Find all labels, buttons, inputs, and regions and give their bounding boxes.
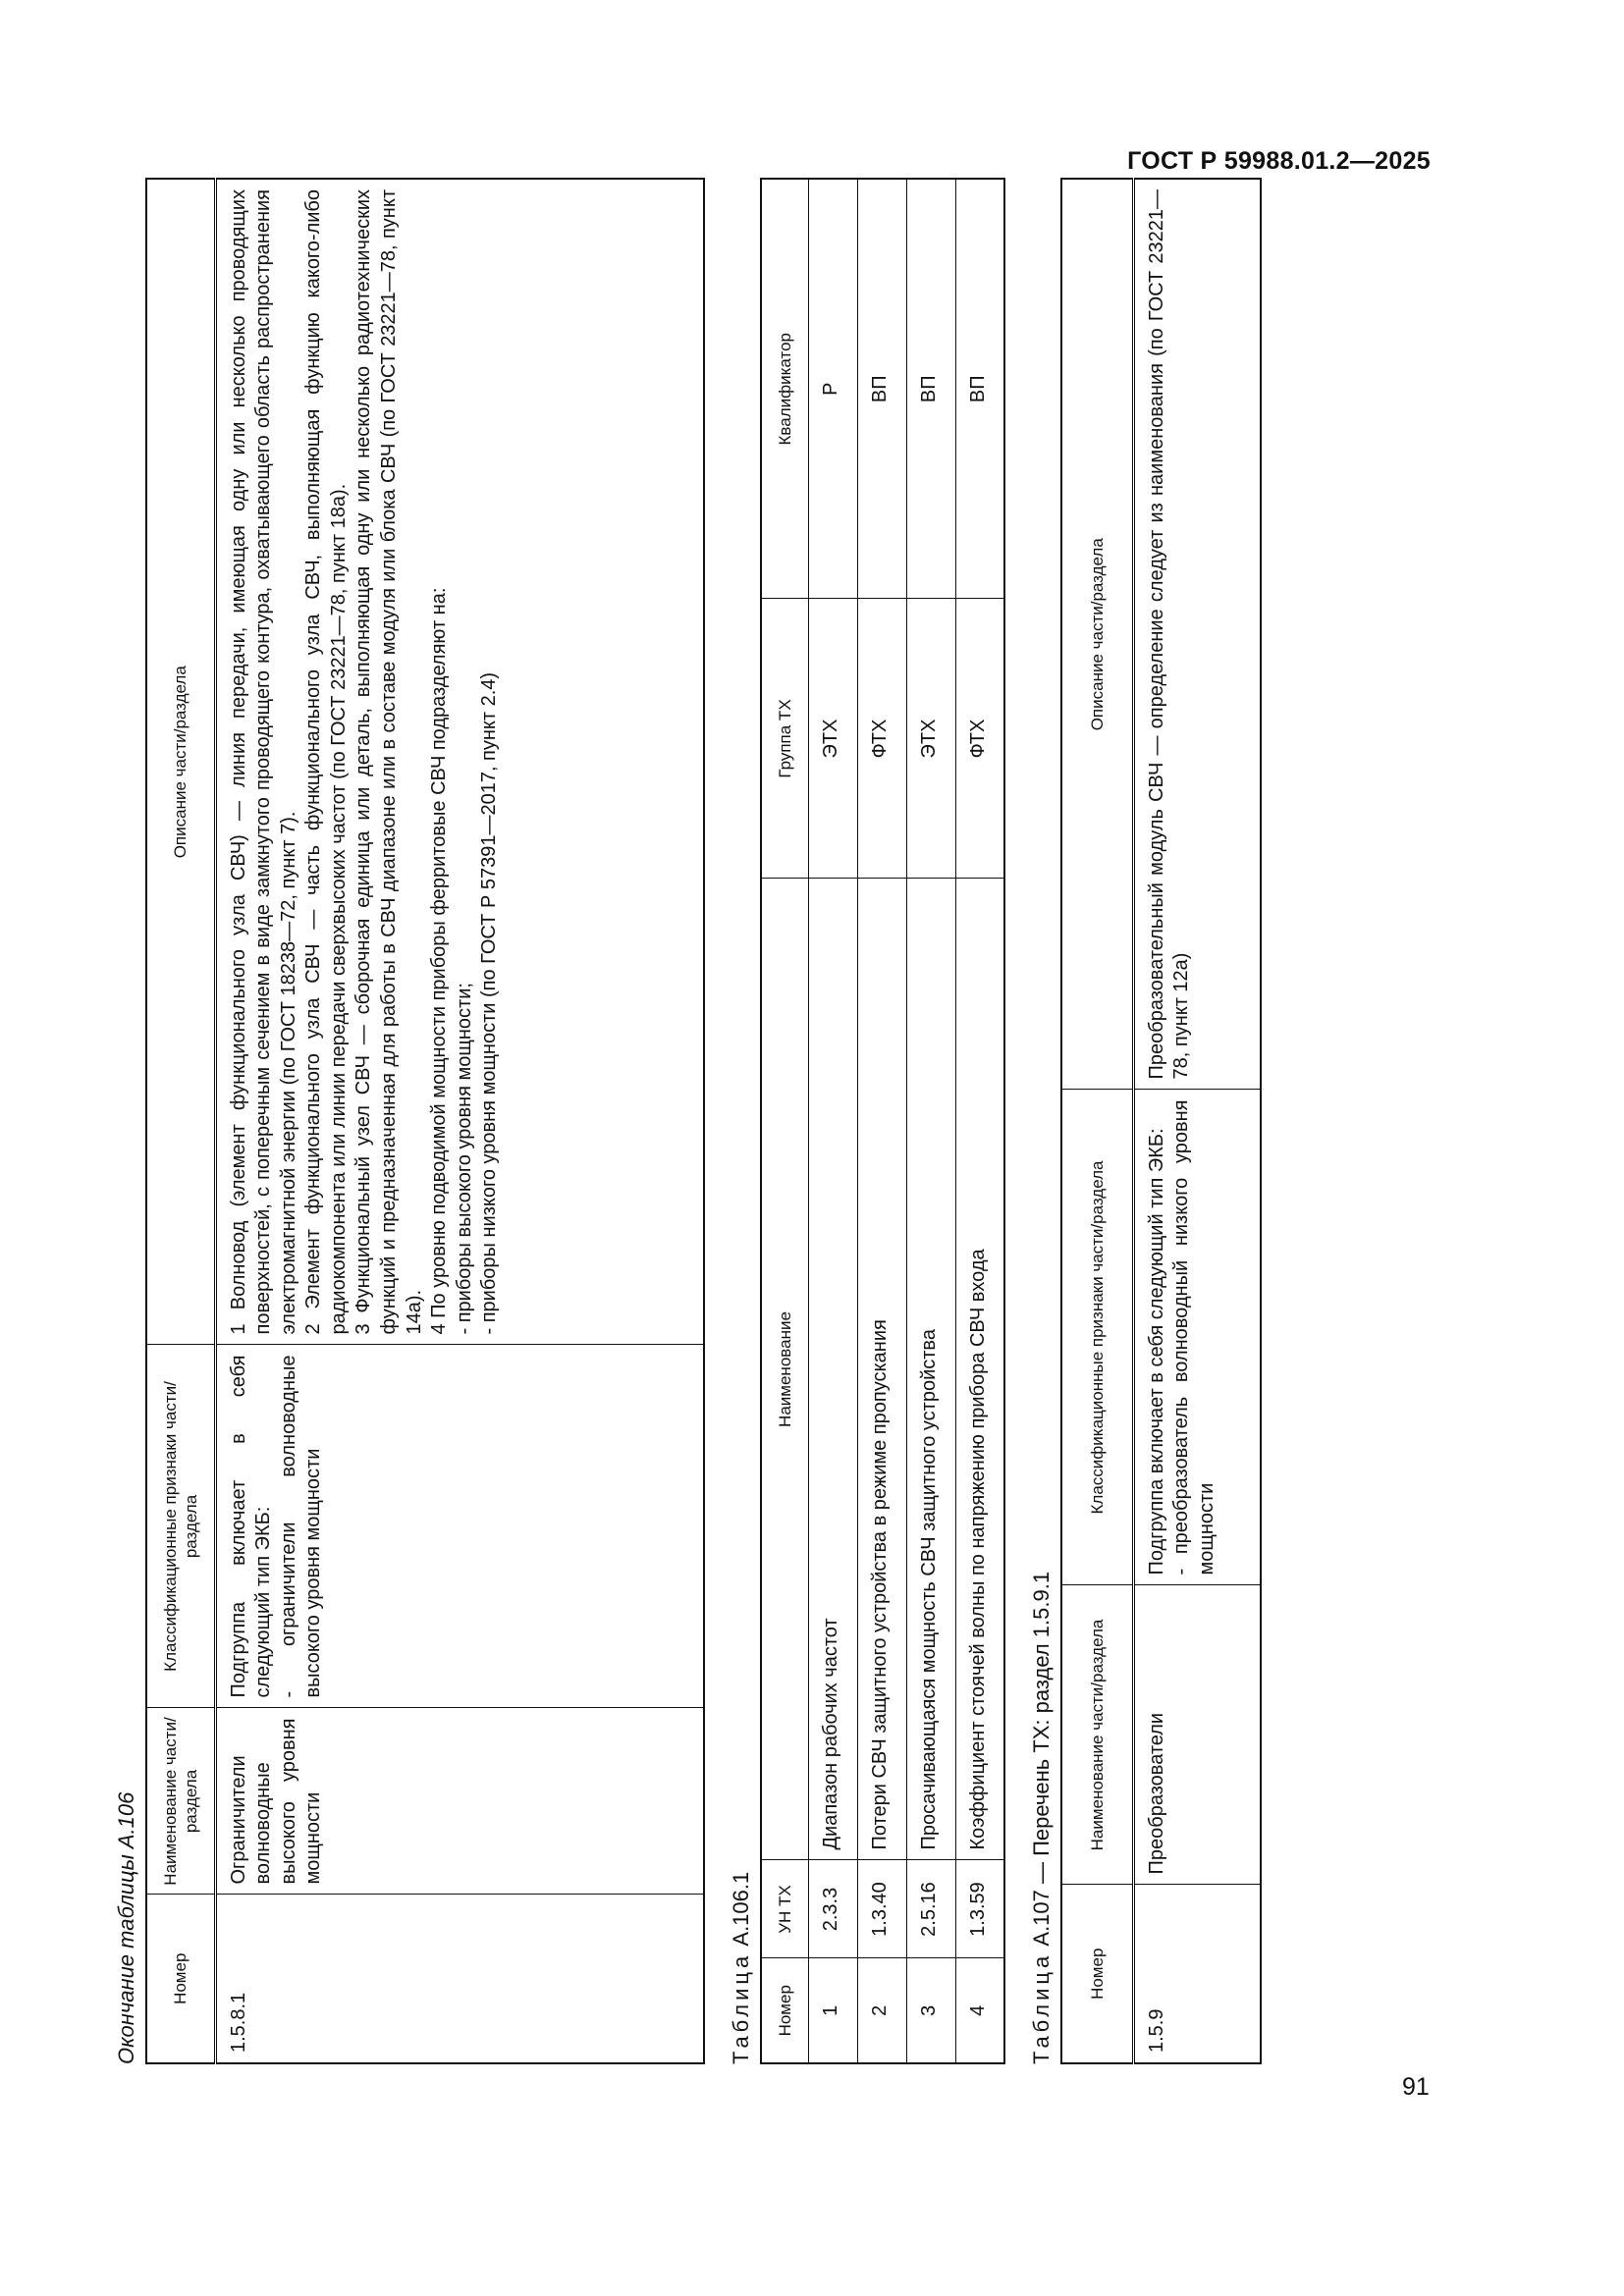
table-a106-end: [145, 178, 705, 2064]
header-class: Классификационные признаки части/раздела: [146, 1345, 215, 1708]
desc-note-4: 4 По уровню подводимой мощности приборы ферритовые СВЧ подразделяют на:: [428, 587, 451, 1335]
header-number: Номер: [146, 1895, 215, 2063]
table-row: [955, 179, 1004, 2063]
desc-item-high: - приборы высокого уровня мощности;: [453, 983, 475, 1335]
header-desc: Описание части/раздела: [1061, 179, 1133, 1090]
caption-prefix: Таблица: [1029, 1951, 1054, 2064]
caption-table-a107: [1023, 150, 1060, 2064]
cell-number: 4: [955, 1958, 1004, 2063]
header-name: Наименование части/раздела: [146, 1708, 215, 1895]
cell-class: [1133, 1090, 1261, 1585]
cell-name: Потери СВЧ защитного устройства в режиме пропускания: [857, 879, 906, 1860]
cell-group: ФТХ: [857, 599, 906, 879]
cell-un: 1.3.40: [857, 1860, 906, 1958]
header-name: Наименование части/раздела: [1061, 1585, 1133, 1885]
cell-name: Ограничители волноводные высокого уровня мощности: [215, 1708, 704, 1895]
table-row: [906, 179, 955, 2063]
caption-prefix: Таблица: [729, 1951, 753, 2064]
header-un: УН ТХ: [761, 1860, 808, 1958]
cell-desc: Преобразовательный модуль СВЧ — определение следует из наименования (по ГОСТ 23221—78, пункт 12а): [1133, 179, 1261, 1090]
table-a106-1: [760, 178, 1005, 2064]
cell-name: Коэффициент стоячей волны по напряжению прибора СВЧ входа: [955, 879, 1004, 1860]
class-item: - ограничители волноводные высокого уровня мощности: [277, 1355, 325, 1698]
cell-name: Преобразователи: [1133, 1585, 1261, 1885]
cell-number: 2: [857, 1958, 906, 2063]
cell-name: Диапазон рабочих частот: [808, 879, 857, 1860]
header-desc: Описание части/раздела: [146, 179, 215, 1345]
caption-id: А.106.1: [729, 1871, 753, 1947]
header-number: Номер: [761, 1958, 808, 2063]
cell-desc: [215, 179, 704, 1345]
desc-item-low: - приборы низкого уровня мощности (по ГОСТ Р 57391—2017, пункт 2.4): [478, 671, 501, 1335]
document-id: ГОСТ Р 59988.01.2—2025: [1127, 147, 1431, 175]
table-row: [808, 179, 857, 2063]
cell-qual: ВП: [857, 179, 906, 599]
cell-number: 1: [808, 1958, 857, 2063]
cell-number: 1.5.9: [1133, 1885, 1261, 2063]
header-qual: Квалификатор: [761, 179, 808, 599]
class-item: - преобразователь волноводный низкого уровня мощности: [1170, 1099, 1218, 1575]
rotated-content: [108, 150, 1316, 2064]
header-number: Номер: [1061, 1885, 1133, 2063]
table-a107: [1060, 178, 1262, 2064]
cell-name: Просачивающаяся мощность СВЧ защитного устройства: [906, 879, 955, 1860]
cell-un: 2.5.16: [906, 1860, 955, 1958]
cell-qual: Р: [808, 179, 857, 599]
class-text: Подгруппа включает в себя следующий тип ЭКБ:: [1145, 1128, 1167, 1575]
desc-note-3: 3 Функциональный узел СВЧ — сборочная единица или деталь, выполняющая одну или несколько радиотехнических функций и предназначенная для работы в СВЧ диапазоне или в составе модуля или блока СВЧ (по ГОСТ 23221—78, пункт 14а).: [352, 189, 425, 1335]
cell-group: ЭТХ: [808, 599, 857, 879]
header-group: Группа ТХ: [761, 599, 808, 879]
caption-rest: А.107 — Перечень ТХ: раздел 1.5.9.1: [1029, 1571, 1054, 1947]
cell-qual: ВП: [955, 179, 1004, 599]
cell-number: 3: [906, 1958, 955, 2063]
caption-table-a106-1: [723, 150, 760, 2064]
header-class: Классификационные признаки части/раздела: [1061, 1090, 1133, 1585]
cell-group: ФТХ: [955, 599, 1004, 879]
header-name: Наименование: [761, 879, 808, 1860]
caption-table-a106-end: Окончание таблицы А.106: [114, 1791, 138, 2064]
class-text: Подгруппа включает в себя следующий тип ЭКБ:: [227, 1355, 275, 1698]
desc-note-2: 2 Элемент функционального узла СВЧ — часть функционального узла СВЧ, выполняющая функцию какого-либо радиокомпонента или линии передачи сверхвысоких частот (по ГОСТ 23221—78, пункт 18а).: [302, 189, 350, 1335]
page-number: 91: [1402, 2073, 1430, 2101]
cell-un: 2.3.3: [808, 1860, 857, 1958]
cell-un: 1.3.59: [955, 1860, 1004, 1958]
desc-note-1: 1 Волновод (элемент функционального узла СВЧ) — линия передачи, имеющая одну или несколько проводящих поверхностей, с поперечным сечением в виде замкнутого проводящего контура, охватывающего область распространения электромагнитной энергии (по ГОСТ 18238—72, пункт 7).: [227, 189, 299, 1335]
cell-class: [215, 1345, 704, 1708]
cell-qual: ВП: [906, 179, 955, 599]
table-row: [857, 179, 906, 2063]
cell-number: 1.5.8.1: [215, 1895, 704, 2063]
cell-group: ЭТХ: [906, 599, 955, 879]
